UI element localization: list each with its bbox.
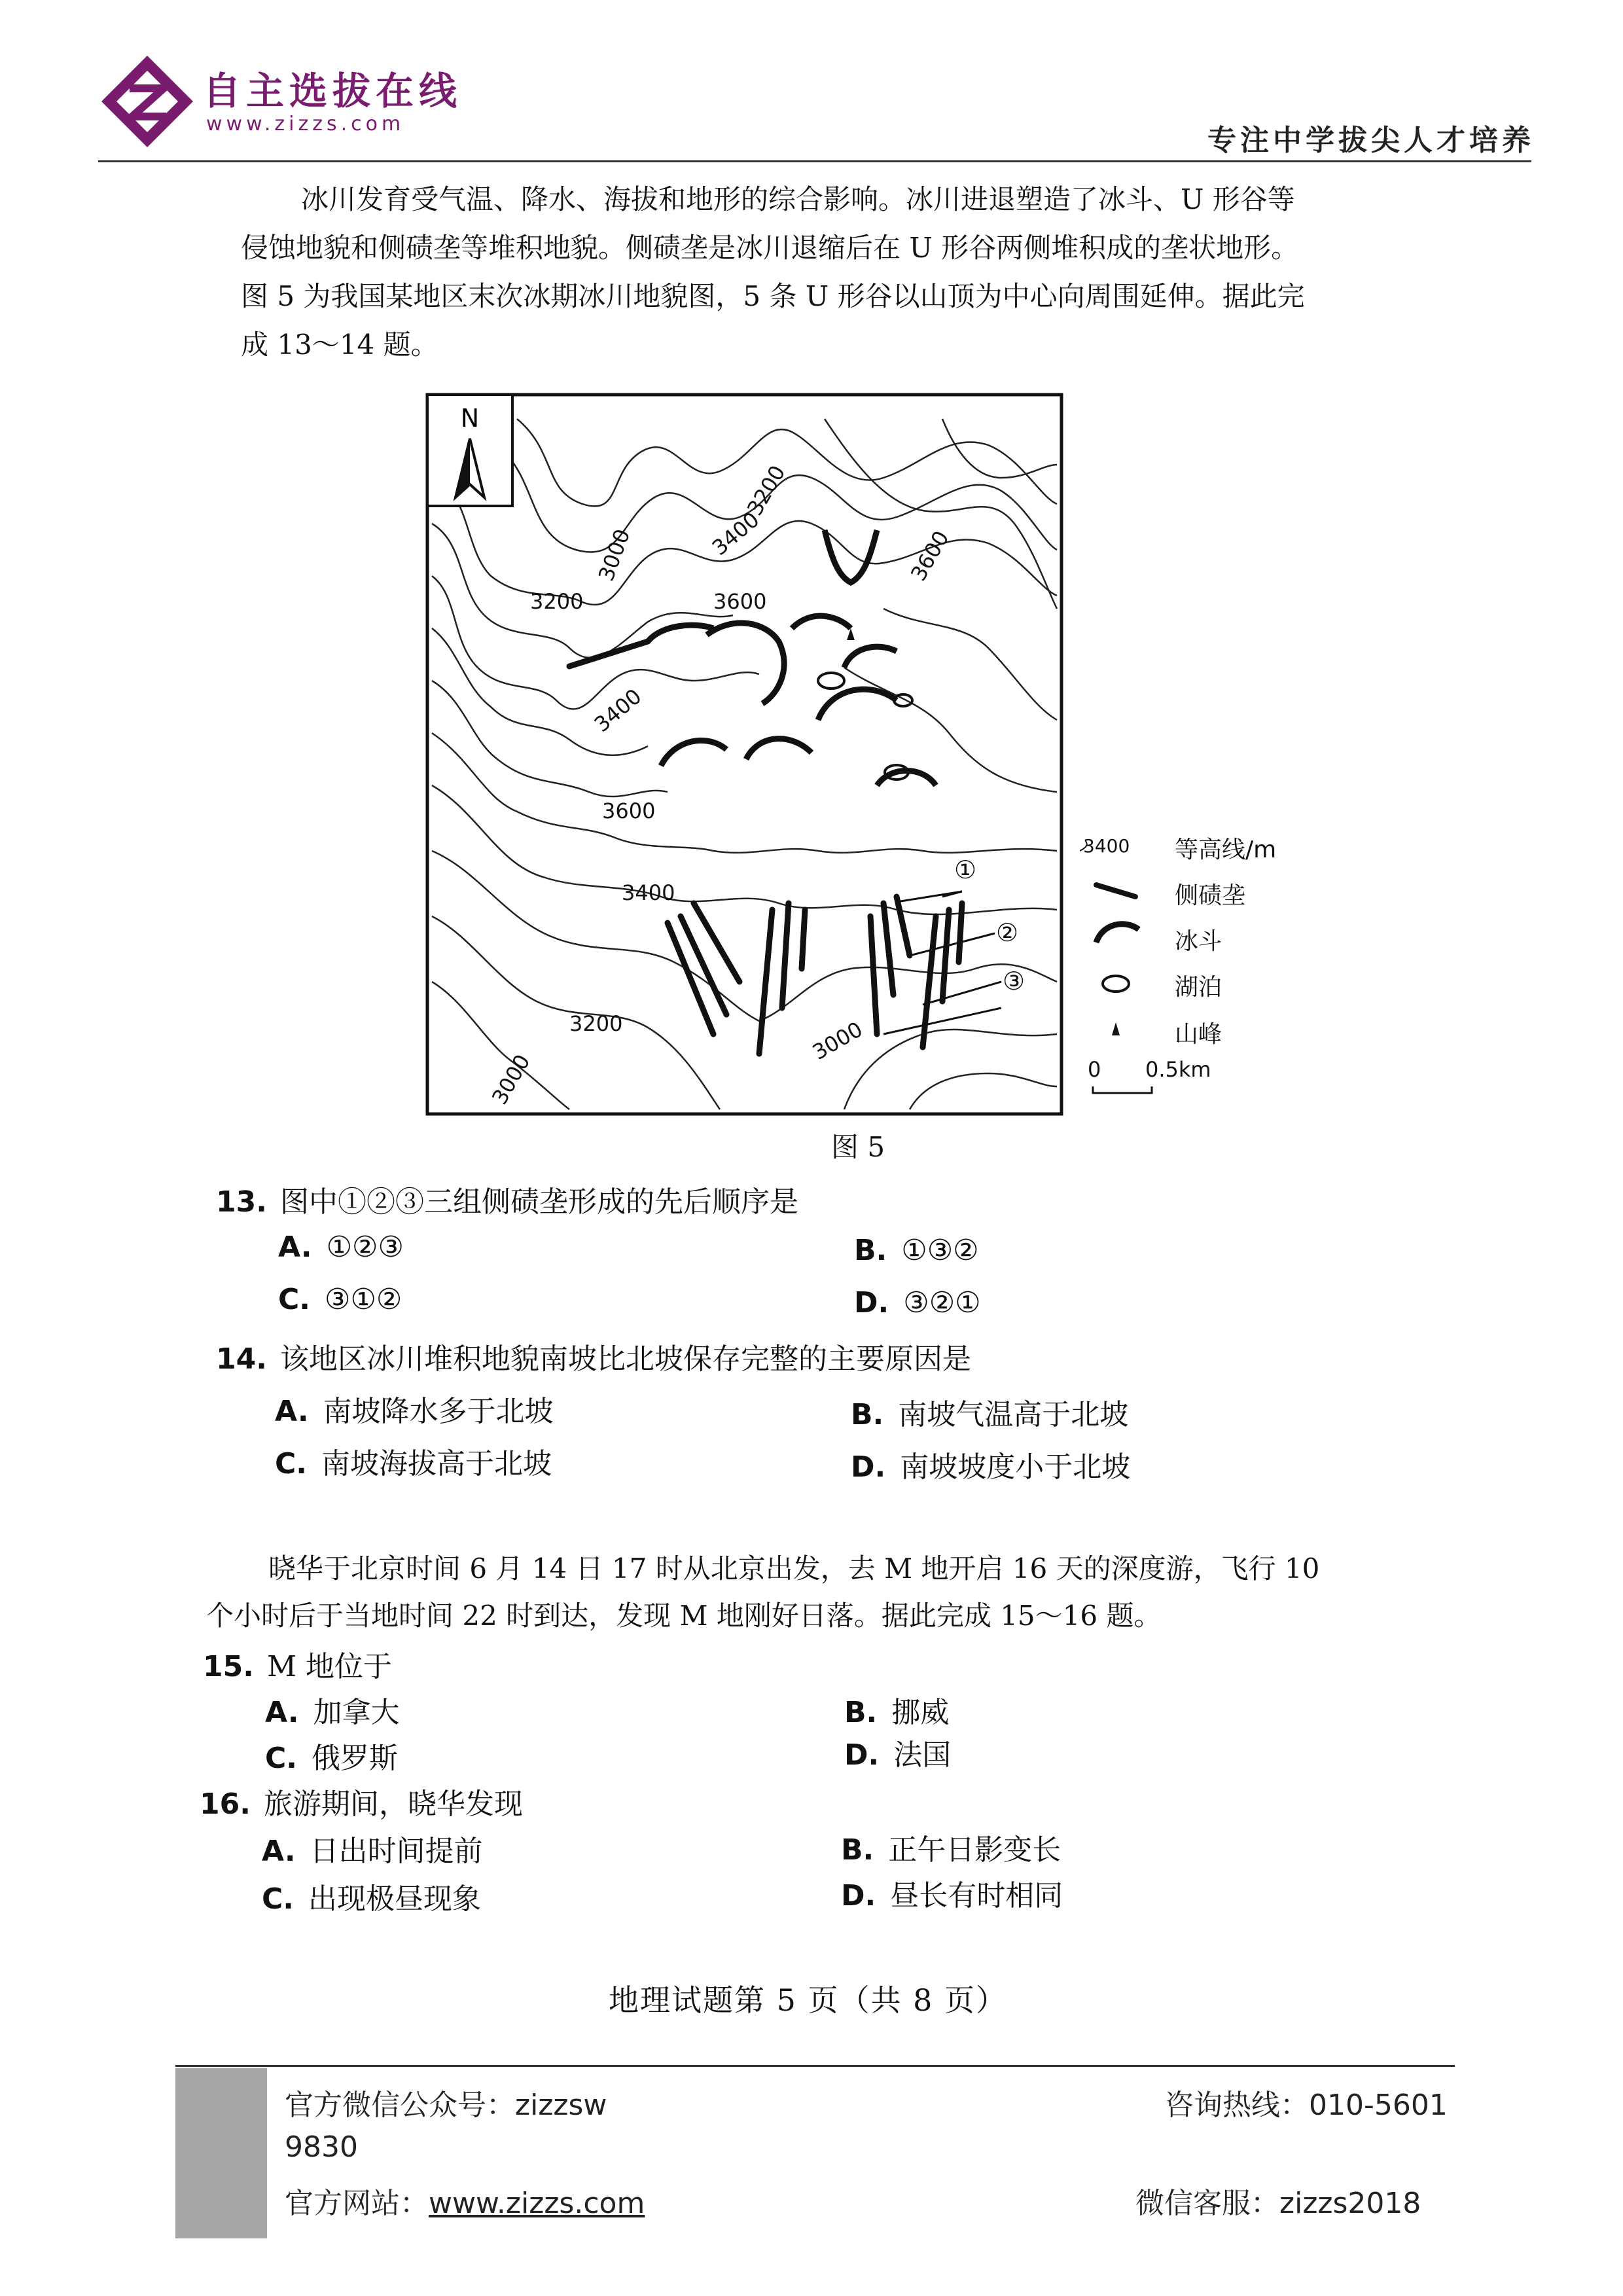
legend-moraine: 侧碛垄 — [1175, 882, 1246, 909]
contour-label: 3400 — [589, 683, 647, 738]
q14-option-c[interactable]: C. 南坡海拔高于北坡 — [275, 1447, 552, 1480]
header-divider — [98, 160, 1531, 162]
legend-cirque: 冰斗 — [1175, 928, 1222, 955]
question-number: 15. — [203, 1650, 254, 1683]
q15-option-d[interactable]: D. 法国 — [844, 1738, 952, 1772]
footer-site-label: 官方网站： — [285, 2187, 429, 2220]
contour-label: 3600 — [602, 798, 656, 823]
q13-option-b[interactable]: B. ①③② — [854, 1234, 979, 1267]
q15-option-b[interactable]: B. 挪威 — [844, 1696, 950, 1729]
passage1-line-2: 侵蚀地貌和侧碛垄等堆积地貌。侧碛垄是冰川退缩后在 U 形谷两侧堆积成的垄状地形。 — [241, 232, 1299, 264]
scale-end: 0.5km — [1145, 1057, 1211, 1082]
brand-logo — [98, 52, 465, 151]
question-13 — [216, 1178, 798, 1220]
contour-label: 3000 — [593, 526, 635, 584]
question-stem: 图中①②③三组侧碛垄形成的先后顺序是 — [279, 1185, 798, 1219]
contour-label: 3000 — [808, 1016, 867, 1065]
q14-option-d[interactable]: D. 南坡坡度小于北坡 — [851, 1450, 1131, 1484]
marker-1: ① — [954, 855, 977, 884]
footer-site-link[interactable]: www.zizzs.com — [429, 2187, 645, 2220]
question-14 — [216, 1335, 971, 1377]
question-16 — [200, 1780, 523, 1822]
q16-option-d[interactable]: D. 昼长有时相同 — [841, 1879, 1063, 1912]
legend-peak: 山峰 — [1175, 1021, 1222, 1048]
marker-3: ③ — [1003, 967, 1026, 996]
question-number: 16. — [200, 1787, 251, 1821]
q14-option-a[interactable]: A. 南坡降水多于北坡 — [275, 1395, 554, 1428]
lake-symbol-icon — [1103, 976, 1129, 992]
header-slogan: 专注中学拔尖人才培养 — [1207, 124, 1535, 157]
question-stem: 旅游期间，晓华发现 — [263, 1787, 523, 1821]
question-stem: 该地区冰川堆积地貌南坡比北坡保存完整的主要原因是 — [279, 1342, 971, 1376]
brand-name: 自主选拔在线 — [203, 69, 463, 113]
contour-label: 3200 — [530, 589, 584, 614]
scale-start: 0 — [1088, 1057, 1101, 1082]
passage1-line-1: 冰川发育受气温、降水、海拔和地形的综合影响。冰川进退塑造了冰斗、U 形谷等 — [301, 183, 1295, 215]
footer-site — [285, 2179, 645, 2221]
contour-label: 3600 — [906, 526, 954, 585]
figure-caption: 图 5 — [831, 1131, 885, 1163]
legend-contour-sample: 3400 — [1083, 835, 1130, 857]
q16-option-a[interactable]: A. 日出时间提前 — [262, 1835, 483, 1868]
q15-option-a[interactable]: A. 加拿大 — [265, 1696, 400, 1729]
footer-wechat: 官方微信公众号：zizzsw — [285, 2089, 607, 2122]
logo-diamond-icon — [98, 52, 196, 151]
footer-wechat-cont: 9830 — [285, 2130, 358, 2164]
footer-divider — [175, 2065, 1455, 2067]
question-number: 13. — [216, 1185, 267, 1219]
scale-bar-icon — [1093, 1086, 1152, 1093]
question-15 — [203, 1643, 392, 1685]
passage1-line-4: 成 13～14 题。 — [241, 329, 438, 361]
marker-2: ② — [996, 918, 1019, 947]
contour-label: 3200 — [569, 1011, 623, 1036]
peak-symbol-icon — [1112, 1022, 1120, 1035]
footer-service: 微信客服：zizzs2018 — [1135, 2187, 1421, 2220]
north-label: N — [460, 404, 480, 433]
legend-lake: 湖泊 — [1175, 974, 1222, 1001]
legend-contour: 等高线/m — [1175, 836, 1277, 863]
passage1-line-3: 图 5 为我国某地区末次冰期冰川地貌图，5 条 U 形谷以山顶为中心向周围延伸。据此完 — [241, 280, 1305, 312]
page-number: 地理试题第 5 页（共 8 页） — [609, 1982, 1008, 2018]
footer-accent-bar — [175, 2068, 267, 2238]
contour-label: 3400 — [707, 507, 764, 561]
contour-label: 3400 — [622, 880, 675, 905]
footer-hotline: 咨询热线：010-5601 — [1165, 2089, 1448, 2122]
q13-option-c[interactable]: C. ③①② — [278, 1283, 402, 1316]
moraine-symbol-icon — [1096, 885, 1135, 897]
question-stem: M 地位于 — [266, 1650, 392, 1683]
q16-option-b[interactable]: B. 正午日影变长 — [841, 1833, 1061, 1867]
q13-option-a[interactable]: A. ①②③ — [278, 1230, 404, 1264]
question-number: 14. — [216, 1342, 267, 1376]
passage2-line-2: 个小时后于当地时间 22 时到达，发现 M 地刚好日落。据此完成 15～16 题。 — [206, 1600, 1162, 1632]
q14-option-b[interactable]: B. 南坡气温高于北坡 — [851, 1398, 1129, 1431]
map-legend — [1080, 831, 1302, 1106]
contour-label: 3000 — [487, 1050, 535, 1109]
q16-option-c[interactable]: C. 出现极昼现象 — [262, 1882, 482, 1916]
brand-url[interactable]: www.zizzs.com — [206, 113, 405, 135]
q15-option-c[interactable]: C. 俄罗斯 — [265, 1742, 399, 1775]
contour-label: 3200 — [742, 461, 791, 520]
contour-label: 3600 — [713, 589, 767, 614]
cirque-symbol-icon — [1096, 924, 1139, 942]
passage2-line-1: 晓华于北京时间 6 月 14 日 17 时从北京出发，去 M 地开启 16 天的深度游，飞行 10 — [268, 1552, 1320, 1585]
q13-option-d[interactable]: D. ③②① — [854, 1286, 981, 1319]
glacier-topographic-map — [425, 393, 1063, 1116]
